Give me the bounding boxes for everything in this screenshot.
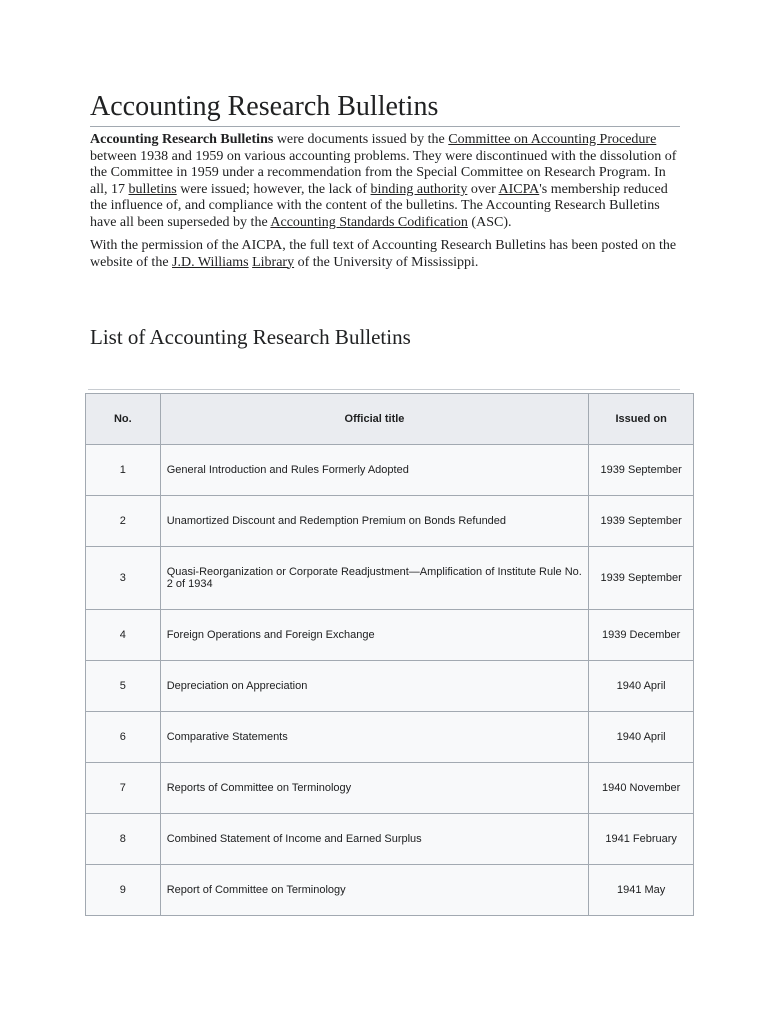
page-title: Accounting Research Bulletins [90,88,680,127]
table-row [86,547,694,610]
intro-text: 's membership reduced the influence of, and compliance with the content of the bulletins. The Accounting Research Bulletins have all been superseded by the [90,181,668,230]
binding-authority-link[interactable]: binding authority [370,181,468,197]
cell-title: Comparative Statements [160,712,589,763]
bulletins-link[interactable]: bulletins [128,181,177,197]
cell-title: Combined Statement of Income and Earned Surplus [160,814,589,865]
permission-paragraph [90,238,680,271]
intro-paragraph [90,132,680,232]
cell-issued: 1939 September [589,445,694,496]
intro-bold-lead: Accounting Research Bulletins [90,132,274,147]
cell-no: 6 [86,712,161,763]
header-no[interactable]: No. [86,394,161,445]
table-row [86,865,694,916]
section-divider [88,389,680,390]
cell-title: Foreign Operations and Foreign Exchange [160,610,589,661]
cell-issued: 1940 April [589,712,694,763]
cell-title: Unamortized Discount and Redemption Premium on Bonds Refunded [160,496,589,547]
cell-title: Depreciation on Appreciation [160,661,589,712]
header-issued-on[interactable]: Issued on [589,394,694,445]
aicpa-link[interactable]: AICPA [498,181,540,197]
intro-text: between 1938 and 1959 on various accounting problems. They were discontinued with the dissolution of the Committee in 1959 under a recommendation from the Special Committee on Research Program. In all, 17 [90,148,677,197]
cell-issued: 1941 May [589,865,694,916]
bulletins-table [85,393,694,916]
table-row [86,763,694,814]
cell-issued: 1941 February [589,814,694,865]
cell-title: Report of Committee on Terminology [160,865,589,916]
cell-no: 8 [86,814,161,865]
cell-no: 4 [86,610,161,661]
cell-no: 1 [86,445,161,496]
permission-text: of the University of Mississippi. [294,254,479,270]
header-official-title[interactable]: Official title [160,394,589,445]
cell-issued: 1939 September [589,496,694,547]
table-row [86,712,694,763]
asc-link[interactable]: Accounting Standards Codification [270,214,468,230]
cell-issued: 1940 November [589,763,694,814]
cell-no: 9 [86,865,161,916]
cell-title: Reports of Committee on Terminology [160,763,589,814]
table-row [86,445,694,496]
cell-title: General Introduction and Rules Formerly Adopted [160,445,589,496]
table-header-row [86,394,694,445]
permission-text: With the permission of the AICPA, the full text of Accounting Research Bulletins has been posted on the website of the [90,238,677,270]
intro-text: were documents issued by the [273,132,449,147]
cell-no: 2 [86,496,161,547]
jd-williams-link[interactable]: J.D. Williams [172,254,249,270]
committee-link[interactable]: Committee on Accounting Procedure [448,132,657,147]
cell-no: 5 [86,661,161,712]
table-row [86,610,694,661]
intro-text: (ASC). [467,214,512,230]
intro-text: over [467,181,499,197]
cell-issued: 1939 December [589,610,694,661]
intro-text: were issued; however, the lack of [176,181,371,197]
section-heading: List of Accounting Research Bulletins [90,325,411,349]
cell-no: 7 [86,763,161,814]
cell-no: 3 [86,547,161,610]
table-row [86,496,694,547]
library-link[interactable]: Library [252,254,295,270]
cell-issued: 1939 September [589,547,694,610]
cell-issued: 1940 April [589,661,694,712]
table-row [86,814,694,865]
cell-title: Quasi-Reorganization or Corporate Readjustment—Amplification of Institute Rule No. 2 of 1934 [160,547,589,610]
table-row [86,661,694,712]
